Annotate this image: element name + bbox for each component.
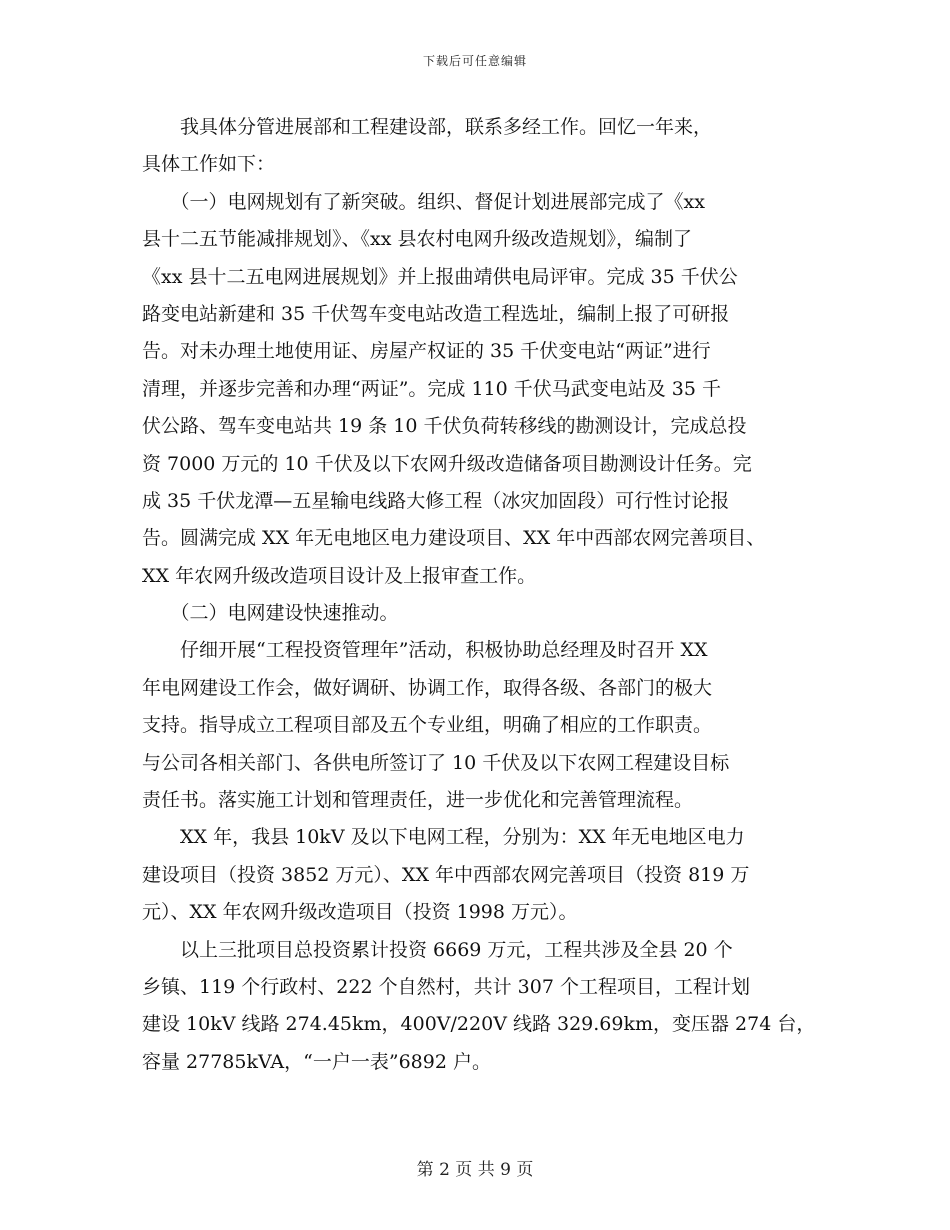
text-line: 《xx 县十二五电网进展规划》并上报曲靖供电局评审。完成 35 千伏公: [142, 265, 738, 288]
text-line: 告。圆满完成 XX 年无电地区电力建设项目、XX 年中西部农网完善项目、: [142, 527, 766, 550]
body-text: [142, 109, 832, 1081]
text-line: 元）、XX 年农网升级改造项目（投资 1998 万元）。: [142, 901, 578, 924]
text-line: （二）电网建设快速推动。: [142, 602, 399, 625]
text-line: XX 年，我县 10kV 及以下电网工程，分别为：XX 年无电地区电力: [142, 826, 745, 849]
text-line: 告。对未办理土地使用证、房屋产权证的 35 千伏变电站“两证”进行: [142, 340, 711, 363]
text-line: 责任书。落实施工计划和管理责任，进一步优化和完善管理流程。: [142, 789, 694, 812]
text-line: 具体工作如下：: [142, 153, 276, 176]
text-line: 路变电站新建和 35 千伏驾车变电站改造工程选址，编制上报了可研报: [142, 302, 730, 325]
text-line: 我具体分管进展部和工程建设部，联系多经工作。回忆一年来，: [142, 116, 713, 138]
text-line: 与公司各相关部门、各供电所签订了 10 千伏及以下农网工程建设目标: [142, 751, 730, 774]
text-line: 县十二五节能减排规划》、《xx 县农村电网升级改造规划》，编制了: [142, 228, 692, 251]
text-line: 容量 27785kVA，“一户一表”6892 户。: [142, 1050, 491, 1073]
text-line: 仔细开展“工程投资管理年”活动，积极协助总经理及时召开 XX: [142, 639, 708, 662]
text-line: 年电网建设工作会，做好调研、协调工作，取得各级、各部门的极大: [142, 676, 713, 699]
text-line: 成 35 千伏龙潭—五星输电线路大修工程（冰灾加固段）可行性讨论报: [142, 489, 730, 512]
text-line: 资 7000 万元的 10 千伏及以下农网升级改造储备项目勘测设计任务。完: [142, 452, 752, 475]
text-line: 建设项目（投资 3852 万元）、XX 年中西部农网完善项目（投资 819 万: [142, 863, 750, 886]
text-line: 建设 10kV 线路 274.45km，400V/220V 线路 329.69km，变压器 274 台，: [142, 1013, 816, 1036]
text-line: 清理，并逐步完善和办理“两证”。完成 110 千伏马武变电站及 35 千: [142, 377, 722, 400]
text-line: 支持。指导成立工程项目部及五个专业组，明确了相应的工作职责。: [142, 714, 713, 737]
text-line: （一）电网规划有了新突破。组织、督促计划进展部完成了《xx: [142, 190, 705, 213]
text-line: XX 年农网升级改造项目设计及上报审查工作。: [142, 564, 537, 587]
page-footer: 第 2 页 共 9 页: [416, 1160, 534, 1180]
page-header: 下载后可任意编辑: [422, 54, 527, 68]
text-line: 乡镇、119 个行政村、222 个自然村，共计 307 个工程项目，工程计划: [142, 975, 750, 998]
text-line: 以上三批项目总投资累计投资 6669 万元，工程共涉及全县 20 个: [142, 938, 733, 961]
text-line: 伏公路、驾车变电站共 19 条 10 千伏负荷转移线的勘测设计，完成总投: [142, 415, 747, 438]
